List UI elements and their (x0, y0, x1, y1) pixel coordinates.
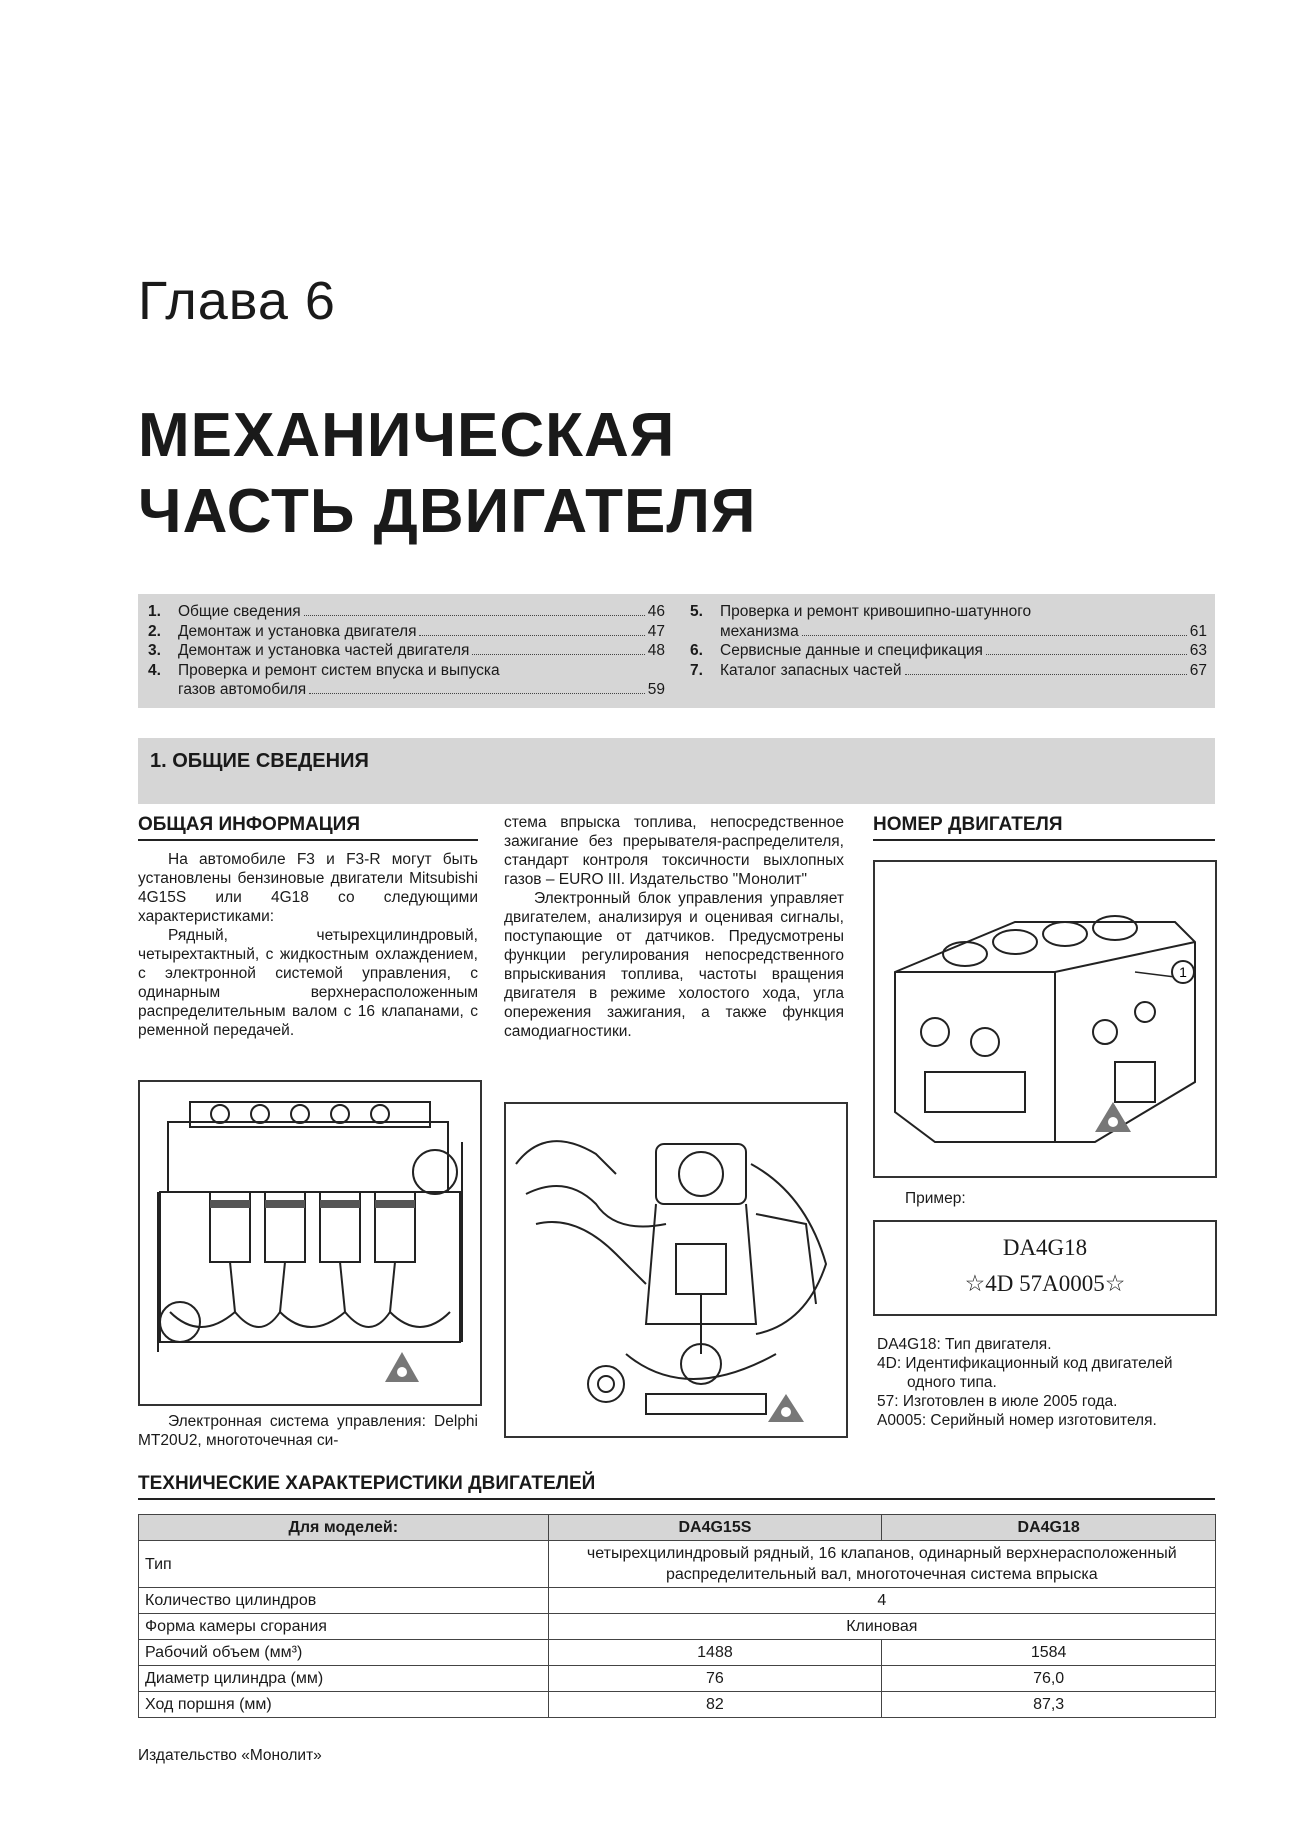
toc-item[interactable] (690, 602, 1207, 622)
chapter-title (138, 398, 756, 550)
toc-item[interactable] (148, 622, 665, 642)
header-cell: Для моделей: (139, 1515, 549, 1541)
example-label: Пример: (905, 1190, 966, 1207)
engine-number-example (873, 1220, 1217, 1316)
toc-leader (419, 623, 644, 636)
engine-cutaway-illustration (140, 1082, 480, 1404)
toc-text: Сервисные данные и спецификация (720, 642, 983, 659)
toc-page: 59 (647, 681, 665, 698)
cell: 87,3 (882, 1692, 1216, 1718)
paragraph: стема впрыска топлива, непосредственное зажигание без прерывателя-распределителя, стандарт контроля токсичности выхлопных газов – EURO III. Издательство "Монолит" (504, 814, 844, 888)
toc-item[interactable] (690, 641, 1207, 661)
toc-item[interactable] (148, 661, 665, 681)
example-engine-type: DA4G18 (1002, 1235, 1088, 1260)
table-row (139, 1666, 1216, 1692)
toc-right-column (690, 602, 1207, 680)
toc-num: 6. (690, 642, 703, 659)
toc-num: 4. (148, 661, 161, 679)
toc-leader (986, 642, 1187, 655)
toc-leader (472, 642, 644, 655)
toc-leader (905, 662, 1187, 675)
callout-number: 1 (1179, 964, 1187, 980)
toc-text: Общие сведения (178, 603, 301, 620)
toc-item[interactable] (148, 641, 665, 661)
row-label: Форма камеры сгорания (139, 1614, 549, 1640)
legend-item: 4D: Идентификационный код двигателей одного типа. (877, 1355, 1173, 1391)
caption-text: Электронная система управления: Delphi MT20U2, многоточечная си- (138, 1413, 478, 1449)
row-label: Количество цилиндров (139, 1588, 549, 1614)
row-label: Тип (139, 1541, 549, 1588)
toc-page: 47 (647, 622, 665, 640)
cell: 76 (548, 1666, 882, 1692)
engine-number-heading: НОМЕР ДВИГАТЕЛЯ (873, 814, 1215, 841)
table-row (139, 1640, 1216, 1666)
toc-page: 46 (647, 603, 665, 620)
general-info-heading: ОБЩАЯ ИНФОРМАЦИЯ (138, 814, 478, 841)
cell: 1584 (882, 1640, 1216, 1666)
toc-page: 63 (1189, 642, 1207, 659)
publisher-footer: Издательство «Монолит» (138, 1747, 322, 1764)
publisher-logo (385, 1352, 419, 1382)
specs-table (138, 1514, 1216, 1718)
toc-text: газов автомобиля (178, 681, 307, 698)
legend-item: DA4G18: Тип двигателя. (877, 1336, 1052, 1353)
toc-page: 67 (1189, 661, 1207, 679)
toc-text: Проверка и ремонт кривошипно-шатунного (720, 603, 1032, 620)
figure-caption (138, 1412, 478, 1450)
toc-left-column (148, 602, 665, 700)
toc-text: механизма (720, 622, 799, 640)
chapter-title-line2: ЧАСТЬ ДВИГАТЕЛЯ (138, 477, 757, 546)
middle-column-text (504, 813, 844, 1041)
paragraph: На автомобиле F3 и F3-R могут быть установлены бензиновые двигатели Mitsubishi 4G15S или 4G18 со следующими характеристиками: (138, 851, 478, 925)
toc-page: 48 (647, 642, 665, 659)
toc-item[interactable] (690, 661, 1207, 681)
cell: 4 (548, 1588, 1215, 1614)
legend-item: A0005: Серийный номер изготовителя. (877, 1412, 1157, 1429)
cell: четырехцилиндровый рядный, 16 клапанов, одинарный верхнерасположенный распределительный вал, многоточечная система впрыска (548, 1541, 1215, 1588)
section-heading-bar (138, 738, 1215, 804)
row-label: Диаметр цилиндра (мм) (139, 1666, 549, 1692)
header-cell: DA4G15S (548, 1515, 882, 1541)
general-info-text (138, 850, 478, 1040)
toc-page: 61 (1189, 622, 1207, 640)
publisher-logo (1095, 1102, 1131, 1132)
chapter-title-line1: МЕХАНИЧЕСКАЯ (138, 401, 676, 470)
callout-leader (1135, 972, 1175, 977)
toc-num: 5. (690, 603, 703, 620)
toc-text: Проверка и ремонт систем впуска и выпуска (178, 661, 500, 679)
toc-num: 2. (148, 622, 161, 640)
engine-number-legend (873, 1335, 1215, 1430)
publisher-logo (768, 1394, 804, 1422)
paragraph: Электронный блок управления управляет двигателем, анализируя и оценивая сигналы, поступающие от датчиков. Предусмотрены функции регулирования непосредственного впрыскивания топлива, частоты вращения двигателя в режиме холостого хода, угла опережения зажигания, а также функция самодиагностики. (504, 890, 844, 1040)
cell: 82 (548, 1692, 882, 1718)
toc-leader (802, 623, 1187, 636)
legend-item: 57: Изготовлен в июле 2005 года. (877, 1393, 1118, 1410)
row-label: Рабочий объем (мм³) (139, 1640, 549, 1666)
engine-block-figure (873, 860, 1217, 1178)
toc-num: 1. (148, 603, 161, 620)
toc-text: Каталог запасных частей (720, 661, 902, 679)
cell: 1488 (548, 1640, 882, 1666)
table-row (139, 1614, 1216, 1640)
toc-num: 3. (148, 642, 161, 659)
chapter-label: Глава 6 (138, 271, 336, 331)
table-row (139, 1692, 1216, 1718)
toc-text: Демонтаж и установка двигателя (178, 622, 417, 640)
section-title: 1. ОБЩИЕ СВЕДЕНИЯ (150, 750, 369, 772)
toc-num: 7. (690, 661, 703, 679)
engine-side-illustration (506, 1104, 846, 1436)
example-engine-code: ☆4D 57A0005☆ (964, 1271, 1126, 1296)
cell: 76,0 (882, 1666, 1216, 1692)
toc-leader (309, 681, 645, 694)
toc-item-continuation[interactable] (148, 680, 665, 700)
engine-side-figure (504, 1102, 848, 1438)
toc-text: Демонтаж и установка частей двигателя (178, 642, 470, 659)
row-label: Ход поршня (мм) (139, 1692, 549, 1718)
table-of-contents (138, 594, 1215, 708)
table-row (139, 1588, 1216, 1614)
cell: Клиновая (548, 1614, 1215, 1640)
paragraph: Рядный, четырехцилиндровый, четырехтактный, с жидкостным охлаждением, с электронной системой управления, с одинарным верхнерасположенным распределительным валом с 16 клапанами, с ременной передачей. (138, 927, 478, 1039)
engine-block-illustration (875, 862, 1215, 1176)
toc-leader (304, 603, 645, 616)
specs-heading: ТЕХНИЧЕСКИЕ ХАРАКТЕРИСТИКИ ДВИГАТЕЛЕЙ (138, 1473, 1215, 1500)
table-header-row (139, 1515, 1216, 1541)
engine-section-figure (138, 1080, 482, 1406)
header-cell: DA4G18 (882, 1515, 1216, 1541)
toc-item[interactable] (148, 602, 665, 622)
toc-item-continuation[interactable] (690, 622, 1207, 642)
table-row (139, 1541, 1216, 1588)
